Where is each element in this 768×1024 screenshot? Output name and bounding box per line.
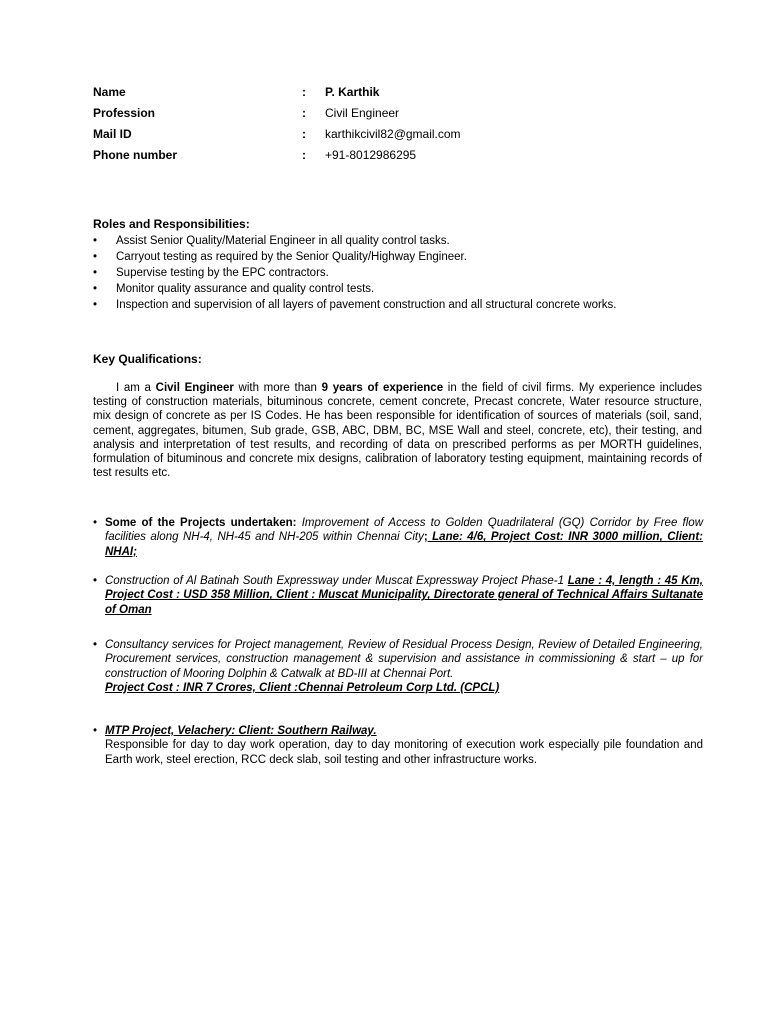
role-text: Supervise testing by the EPC contractors. xyxy=(116,267,329,279)
intro-text: I am a xyxy=(116,382,156,394)
list-item xyxy=(93,265,703,281)
project-details: Lane: 4/6, Project Cost: INR 3000 million, Client: NHAI; xyxy=(105,531,703,558)
project-text xyxy=(105,638,703,695)
project-text xyxy=(105,574,703,617)
qualifications-heading: Key Qualifications: xyxy=(93,352,202,366)
bullet-icon: • xyxy=(93,235,98,247)
roles-heading: Roles and Responsibilities: xyxy=(93,217,250,231)
project-title: MTP Project, Velachery: Client: Southern Railway. xyxy=(105,725,377,737)
role-text: Assist Senior Quality/Material Engineer in all quality control tasks. xyxy=(116,235,450,247)
name-value: P. Karthik xyxy=(325,85,380,99)
mail-row xyxy=(93,127,693,148)
project-description: Construction of Al Batinah South Expressway under Muscat Expressway Project Phase-1 xyxy=(105,575,568,587)
roles-list xyxy=(93,233,703,313)
project-details: Project Cost : INR 7 Crores, Client :Chennai Petroleum Corp Ltd. (CPCL) xyxy=(105,681,500,694)
bullet-icon: • xyxy=(93,267,98,279)
profession-separator: : xyxy=(302,106,306,120)
personal-info xyxy=(93,85,693,169)
list-item xyxy=(93,297,703,313)
bullet-icon: • xyxy=(93,725,98,737)
project-details: Lane : 4, length : 45 Km, Project Cost : USD 358 Million, Client : Muscat Municipality, Directorate general of Technical Affairs Sultanate of Oman xyxy=(105,575,703,616)
project-description: Consultancy services for Project management, Review of Residual Process Design, Review of Detailed Engineering, Procurement services, construction management & supervision and assistance in commissioning & start – up for construction of Mooring Dolphin & Catwalk at BD-III at Chennai Port. xyxy=(105,639,703,680)
mail-value: karthikcivil82@gmail.com xyxy=(325,127,461,141)
list-item xyxy=(93,249,703,265)
profession-value: Civil Engineer xyxy=(325,106,400,120)
bullet-icon: • xyxy=(93,639,98,651)
list-item xyxy=(93,233,703,249)
profession-label: Profession xyxy=(93,106,156,120)
qualifications-paragraph xyxy=(93,381,702,480)
profession-row xyxy=(93,106,693,127)
project-item-3 xyxy=(93,638,703,695)
name-separator: : xyxy=(302,85,306,99)
phone-label: Phone number xyxy=(93,148,178,162)
role-text: Monitor quality assurance and quality control tests. xyxy=(116,283,375,295)
list-item xyxy=(93,281,703,297)
project-text xyxy=(105,724,703,767)
phone-row xyxy=(93,148,693,169)
bullet-icon: • xyxy=(93,283,98,295)
role-text: Carryout testing as required by the Senior Quality/Highway Engineer. xyxy=(116,251,467,263)
role-text: Inspection and supervision of all layers of pavement construction and all structural concrete works. xyxy=(116,299,617,311)
experience-highlight: 9 years of experience xyxy=(321,382,444,394)
mail-label: Mail ID xyxy=(93,127,132,141)
mail-separator: : xyxy=(302,127,306,141)
project-text xyxy=(105,516,703,559)
mid-text: with more than xyxy=(233,382,322,394)
project-item-4 xyxy=(93,724,703,767)
role-highlight: Civil Engineer xyxy=(155,382,234,394)
name-label: Name xyxy=(93,85,126,99)
phone-value: +91-8012986295 xyxy=(325,148,417,162)
project-semicolon: ; xyxy=(423,531,428,544)
bullet-icon: • xyxy=(93,517,98,529)
rest-text: in the field of civil firms. My experience includes testing of construction materials, bituminous concrete, cement concrete, Precast concrete, Water resource structure, mix design of concrete as per IS Codes. He has been responsible for identification of sources of materials (soil, sand, cement, aggregates, bitumen, Sub grade, GSB, ABC, DBM, BC, MSE Wall and steel, concrete, etc), their testing, and analysis and interpretation of test results, and recording of data on prescribed performs as per MORTH guidelines, formulation of bituminous and concrete mix designs, calibration of laboratory testing equipment, maintaining records of test results etc. xyxy=(93,382,702,480)
projects-label: Some of the Projects undertaken: xyxy=(105,517,297,529)
project-description: Responsible for day to day work operation, day to day monitoring of execution work especially pile foundation and Earth work, steel erection, RCC deck slab, soil testing and other infrastructure works. xyxy=(105,739,703,766)
bullet-icon: • xyxy=(93,299,98,311)
project-item-2 xyxy=(93,574,703,617)
name-row xyxy=(93,85,693,106)
project-item-1 xyxy=(93,516,703,559)
bullet-icon: • xyxy=(93,575,98,587)
bullet-icon: • xyxy=(93,251,98,263)
project-description: Improvement of Access to Golden Quadrilateral (GQ) Corridor by Free flow facilities along NH-4, NH-45 and NH-205 within Chennai City xyxy=(105,517,704,544)
phone-separator: : xyxy=(302,148,306,162)
